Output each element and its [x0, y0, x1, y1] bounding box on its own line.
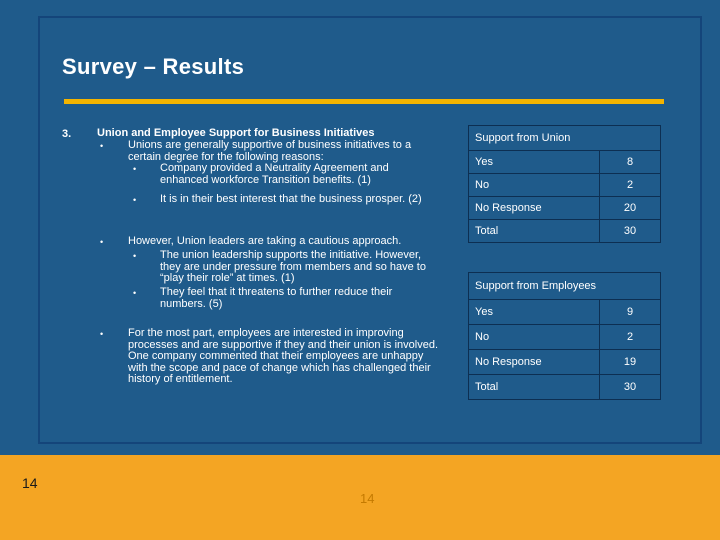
table-row	[469, 325, 661, 350]
table-row	[469, 350, 661, 375]
section-heading: Union and Employee Support for Business Initiatives	[97, 127, 375, 139]
employee-support-table	[468, 272, 661, 400]
sub-bullet-text: It is in their best interest that the business prosper. (2)	[160, 193, 422, 205]
table-cell-value: 9	[600, 300, 661, 325]
sub-bullet-marker: •	[133, 251, 137, 261]
table-cell-label: Yes	[469, 151, 600, 174]
sub-bullet-marker: •	[133, 164, 137, 174]
table-cell-value: 2	[600, 325, 661, 350]
table-cell-label: Total	[469, 375, 600, 400]
table-cell-label: No	[469, 174, 600, 197]
table-cell-value: 2	[600, 174, 661, 197]
union-support-table	[468, 125, 661, 243]
table-cell-label: Yes	[469, 300, 600, 325]
bullet-text: Unions are generally supportive of business initiatives to a certain degree for the following reasons:	[128, 139, 412, 163]
bullet-marker: •	[100, 237, 104, 247]
table-cell-value: 20	[600, 197, 661, 220]
sub-bullet-marker: •	[133, 195, 137, 205]
table-row	[469, 151, 661, 174]
table-row	[469, 197, 661, 220]
table-cell-value: 30	[600, 220, 661, 243]
table-row	[469, 375, 661, 400]
bullet-marker: •	[100, 329, 104, 339]
table-cell-label: No	[469, 325, 600, 350]
table-cell-label: No Response	[469, 197, 600, 220]
sub-bullet-text: Company provided a Neutrality Agreement and enhanced workforce Transition benefits. (1)	[160, 162, 389, 186]
title-underline	[64, 99, 664, 104]
page-number: 14	[22, 475, 38, 491]
table-row	[469, 220, 661, 243]
bullet-text: However, Union leaders are taking a cautious approach.	[128, 235, 402, 247]
bullet-text: For the most part, employees are interested in improving processes and are supportive if they and their union is involved. One company commented that their employees are unhappy with the scope and pace of change which has challenged their history of entitlement.	[128, 327, 439, 385]
page-number-center: 14	[360, 491, 375, 506]
table-cell-value: 30	[600, 375, 661, 400]
table-header-row	[469, 273, 661, 300]
bullet-marker: •	[100, 141, 104, 151]
table-cell-label: No Response	[469, 350, 600, 375]
table-title: Support from Employees	[469, 273, 661, 300]
sub-bullet-marker: •	[133, 288, 137, 298]
sub-bullet-text: The union leadership supports the initiative. However, they are under pressure from members and so have to “play their role” at times. (1)	[160, 249, 426, 284]
sub-bullet-text: They feel that it threatens to further reduce their numbers. (5)	[160, 286, 393, 310]
table-cell-label: Total	[469, 220, 600, 243]
table-cell-value: 19	[600, 350, 661, 375]
table-cell-value: 8	[600, 151, 661, 174]
slide-title: Survey – Results	[62, 54, 245, 79]
table-row	[469, 174, 661, 197]
table-row	[469, 300, 661, 325]
table-header-row	[469, 126, 661, 151]
item-number: 3.	[62, 128, 72, 140]
table-title: Support from Union	[469, 126, 661, 151]
